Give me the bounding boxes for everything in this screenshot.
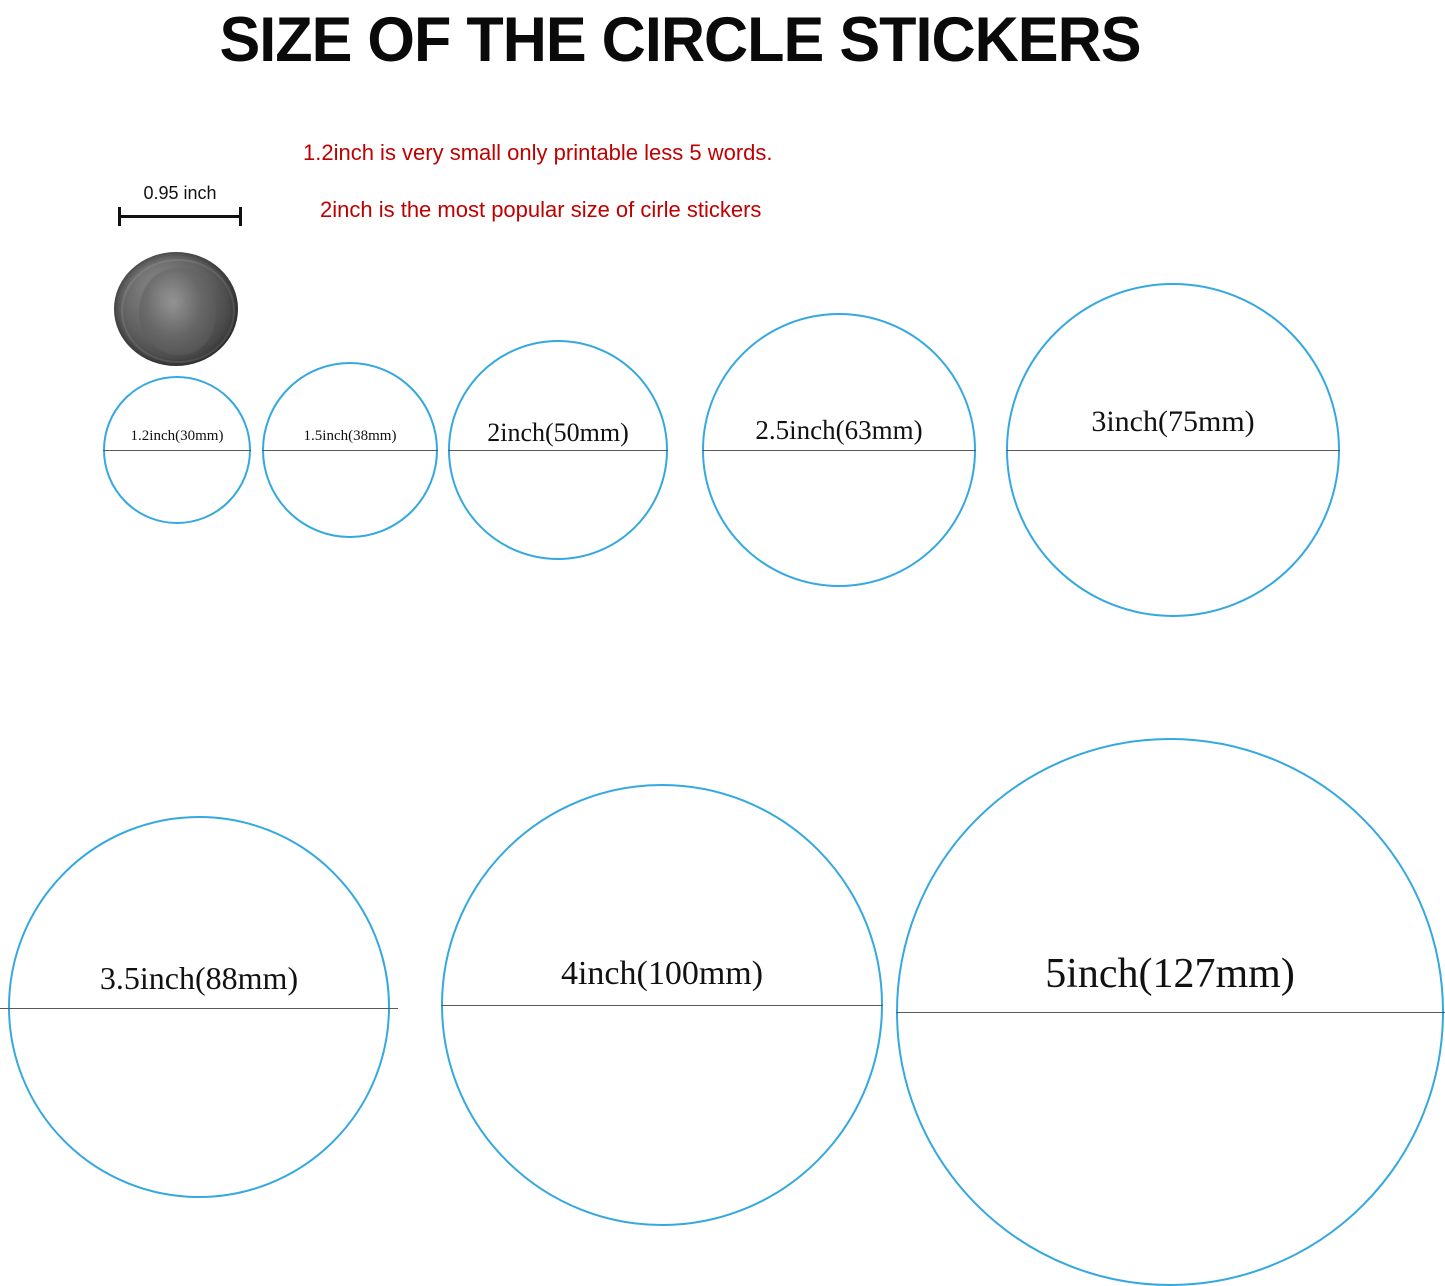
circle-3inch-midline [1006, 450, 1340, 451]
circle-4inch-label: 4inch(100mm) [560, 955, 764, 992]
circle-5inch-midline [896, 1012, 1445, 1013]
circle-3-5inch-midline [0, 1008, 398, 1009]
circle-1-2inch-label: 1.2inch(30mm) [130, 428, 224, 444]
circle-3inch-label: 3inch(75mm) [1091, 405, 1255, 438]
circle-4inch-midline [441, 1005, 883, 1006]
circle-3-5inch-label: 3.5inch(88mm) [99, 960, 299, 996]
us-quarter-coin-icon [114, 252, 238, 366]
coin-portrait [139, 268, 216, 355]
note-small-size: 1.2inch is very small only printable less 5 words. [303, 140, 773, 165]
circle-1-2inch-midline [103, 450, 251, 451]
coin-ruler [116, 183, 244, 227]
note-popular-size: 2inch is the most popular size of cirle stickers [320, 197, 762, 222]
circle-2-5inch-label: 2.5inch(63mm) [755, 415, 923, 445]
circle-1-5inch-midline [262, 450, 438, 451]
ruler-cap-right [239, 207, 242, 226]
coin-ruler-label: 0.95 inch [143, 183, 217, 203]
circle-5inch-label: 5inch(127mm) [1045, 951, 1295, 997]
circle-2-5inch-midline [702, 450, 976, 451]
ruler-cap-left [118, 207, 121, 226]
circle-2inch-midline [448, 450, 668, 451]
circle-3-5inch [8, 816, 390, 1198]
page-title: SIZE OF THE CIRCLE STICKERS [219, 5, 1141, 75]
ruler-bar [118, 215, 242, 218]
circle-2inch-label: 2inch(50mm) [487, 418, 629, 447]
circle-1-5inch-label: 1.5inch(38mm) [303, 428, 397, 444]
